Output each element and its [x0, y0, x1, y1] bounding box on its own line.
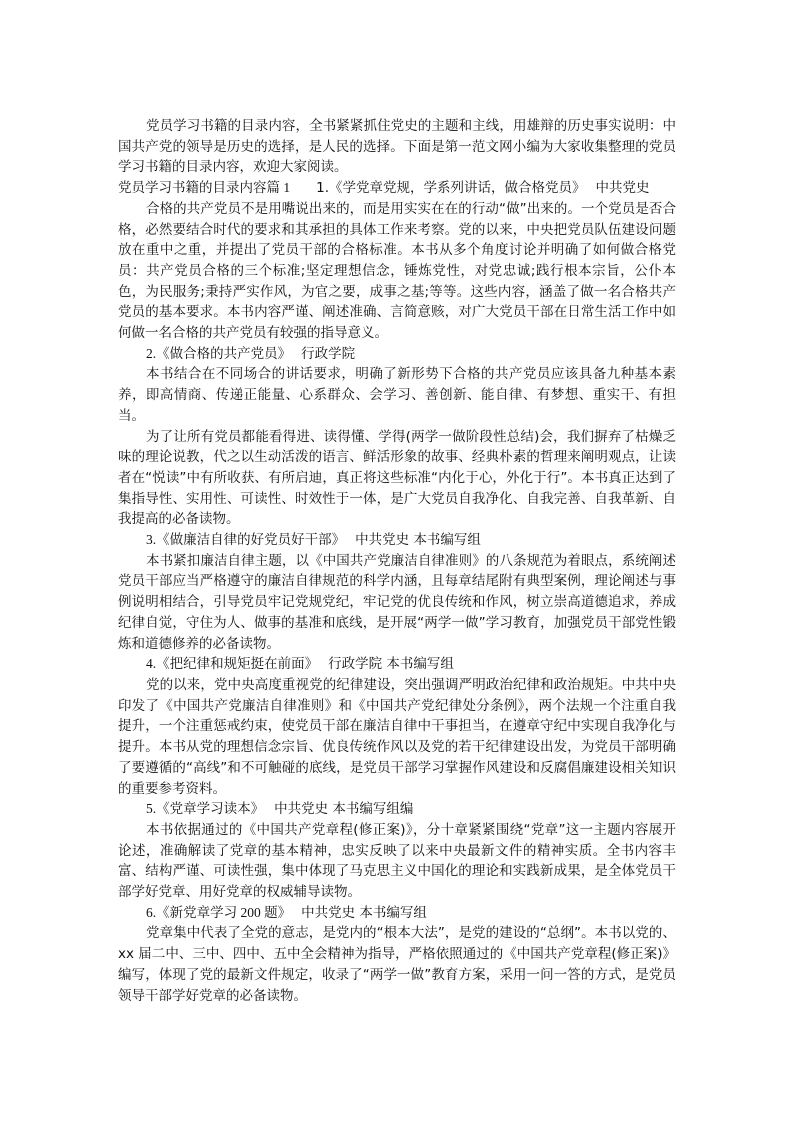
book-description: 本书结合在不同场合的讲话要求，明确了新形势下合格的共产党员应该具备九种基本素养，即高情商、传递正能量、心系群众、会学习、善创新、能自律、有梦想、重实干、有担当。: [118, 366, 676, 424]
book-description: 合格的共产党员不是用嘴说出来的，而是用实实在在的行动“做”出来的。一个党员是否合格，必然要结合时代的要求和其承担的具体工作来考察。党的以来，中央把党员队伍建设问题放在重中之重，并提出了党员干部的合格标准。本书从多个角度讨论并明确了如何做合格党员：共产党员合格的三个标准;坚定理想信念，锤炼党性，对党忠诚;践行根本宗旨，公仆本色，为民服务;秉持严实作风，为官之要，成事之基;等等。这些内容，涵盖了做一名合格共产党员的基本要求。本书内容严谨、阐述准确、言简意赅，对广大党员干部在日常生活工作中如何做一名合格的共产党员有较强的指导意义。: [118, 200, 676, 342]
book-heading-2: [118, 344, 676, 365]
book-publisher: 中共党史: [595, 180, 650, 197]
book-description: 为了让所有党员都能看得进、读得懂、学得(两学一做阶段性总结)会，我们摒弃了枯燥乏味的理论说教，代之以生动活泼的语言、鲜活形象的故事、经典朴素的哲理来阐明观点，让读者在“悦读”中有所收获、有所启迪，真正将这些标准“内化于心，外化于行”。本书真正达到了集指导性、实用性、可读性、时效性于一体，是广大党员自我净化、自我完善、自我革新、自我提高的必备读物。: [118, 428, 676, 528]
book-heading-6: [118, 903, 676, 924]
book-publisher: 行政学院 本书编写组: [328, 656, 454, 673]
book-description: 党的以来，党中央高度重视党的纪律建设，突出强调严明政治纪律和政治规矩。中共中央印发了《中国共产党廉洁自律准则》和《中国共产党纪律处分条例》，两个法规一个注重自我提升，一个注重惩戒约束，使党员干部在廉洁自律中干事担当，在遵章守纪中实现自我净化与提升。本书从党的理想信念宗旨、优良传统作风以及党的若干纪律建设出发，为党员干部明确了要遵循的“高线”和不可触碰的底线，是党员干部学习掌握作风建设和反腐倡廉建设相关知识的重要参考资料。: [118, 676, 676, 797]
section-label: 党员学习书籍的目录内容篇 1: [118, 180, 291, 196]
book-publisher: 中共党史 本书编写组: [355, 532, 481, 549]
book-heading-4: [118, 654, 676, 675]
book-description: 党章集中代表了全党的意志，是党内的“根本大法”，是党的建设的“总纲”。本书以党的、xx 届二中、三中、四中、五中全会精神为指导，严格依照通过的《中国共产党章程(修正案)》编写，体现了党的最新文件规定，收录了“两学一做”教育方案，采用一问一答的方式，是党员领导干部学好党章的必备读物。: [118, 925, 676, 1004]
book-publisher: 中共党史 本书编写组编: [274, 801, 414, 818]
book-publisher: 中共党史 本书编写组: [301, 904, 427, 921]
book-heading-5: [118, 799, 676, 820]
book-description: 本书紧扣廉洁自律主题，以《中国共产党廉洁自律准则》的八条规范为着眼点，系统阐述党员干部应当严格遵守的廉洁自律规范的科学内涵，且每章结尾附有典型案例，理论阐述与事例说明相结合，引导党员牢记党规党纪，牢记党的优良传统和作风，树立崇高道德追求，养成纪律自觉，守住为人、做事的基准和底线，是开展“两学一做”学习教育，加强党员干部党性锻炼和道德修养的必备读物。: [118, 552, 676, 652]
document-page: [118, 116, 676, 1006]
book-title: 5.《党章学习读本》: [146, 801, 265, 817]
book-description: 本书依据通过的《中国共产党章程(修正案)》，分十章紧紧围绕“党章”这一主题内容展开论述，准确解读了党章的基本精神，忠实反映了以来中央最新文件的精神实质。全书内容丰富、结构严谨、可读性强，集中体现了马克思主义中国化的理论和实践新成果，是全体党员干部学好党章、用好党章的权威辅导读物。: [118, 821, 676, 901]
book-title: 4.《把纪律和规矩挺在前面》: [146, 656, 319, 672]
book-title: 1.《学党章党规，学系列讲话，做合格党员》: [316, 180, 586, 197]
book-publisher: 行政学院: [301, 345, 356, 362]
book-title: 2.《做合格的共产党员》: [146, 345, 292, 361]
intro-paragraph: 党员学习书籍的目录内容，全书紧紧抓住党史的主题和主线，用雄辩的历史事实说明：中国共产党的领导是历史的选择，是人民的选择。下面是第一范文网小编为大家收集整理的党员学习书籍的目录内容，欢迎大家阅读。: [118, 118, 676, 176]
book-title: 3.《做廉洁自律的好党员好干部》: [146, 532, 346, 548]
book-heading-3: [118, 530, 676, 551]
book-title: 6.《新党章学习 200 题》: [146, 904, 292, 920]
book-heading-1: [118, 178, 676, 199]
